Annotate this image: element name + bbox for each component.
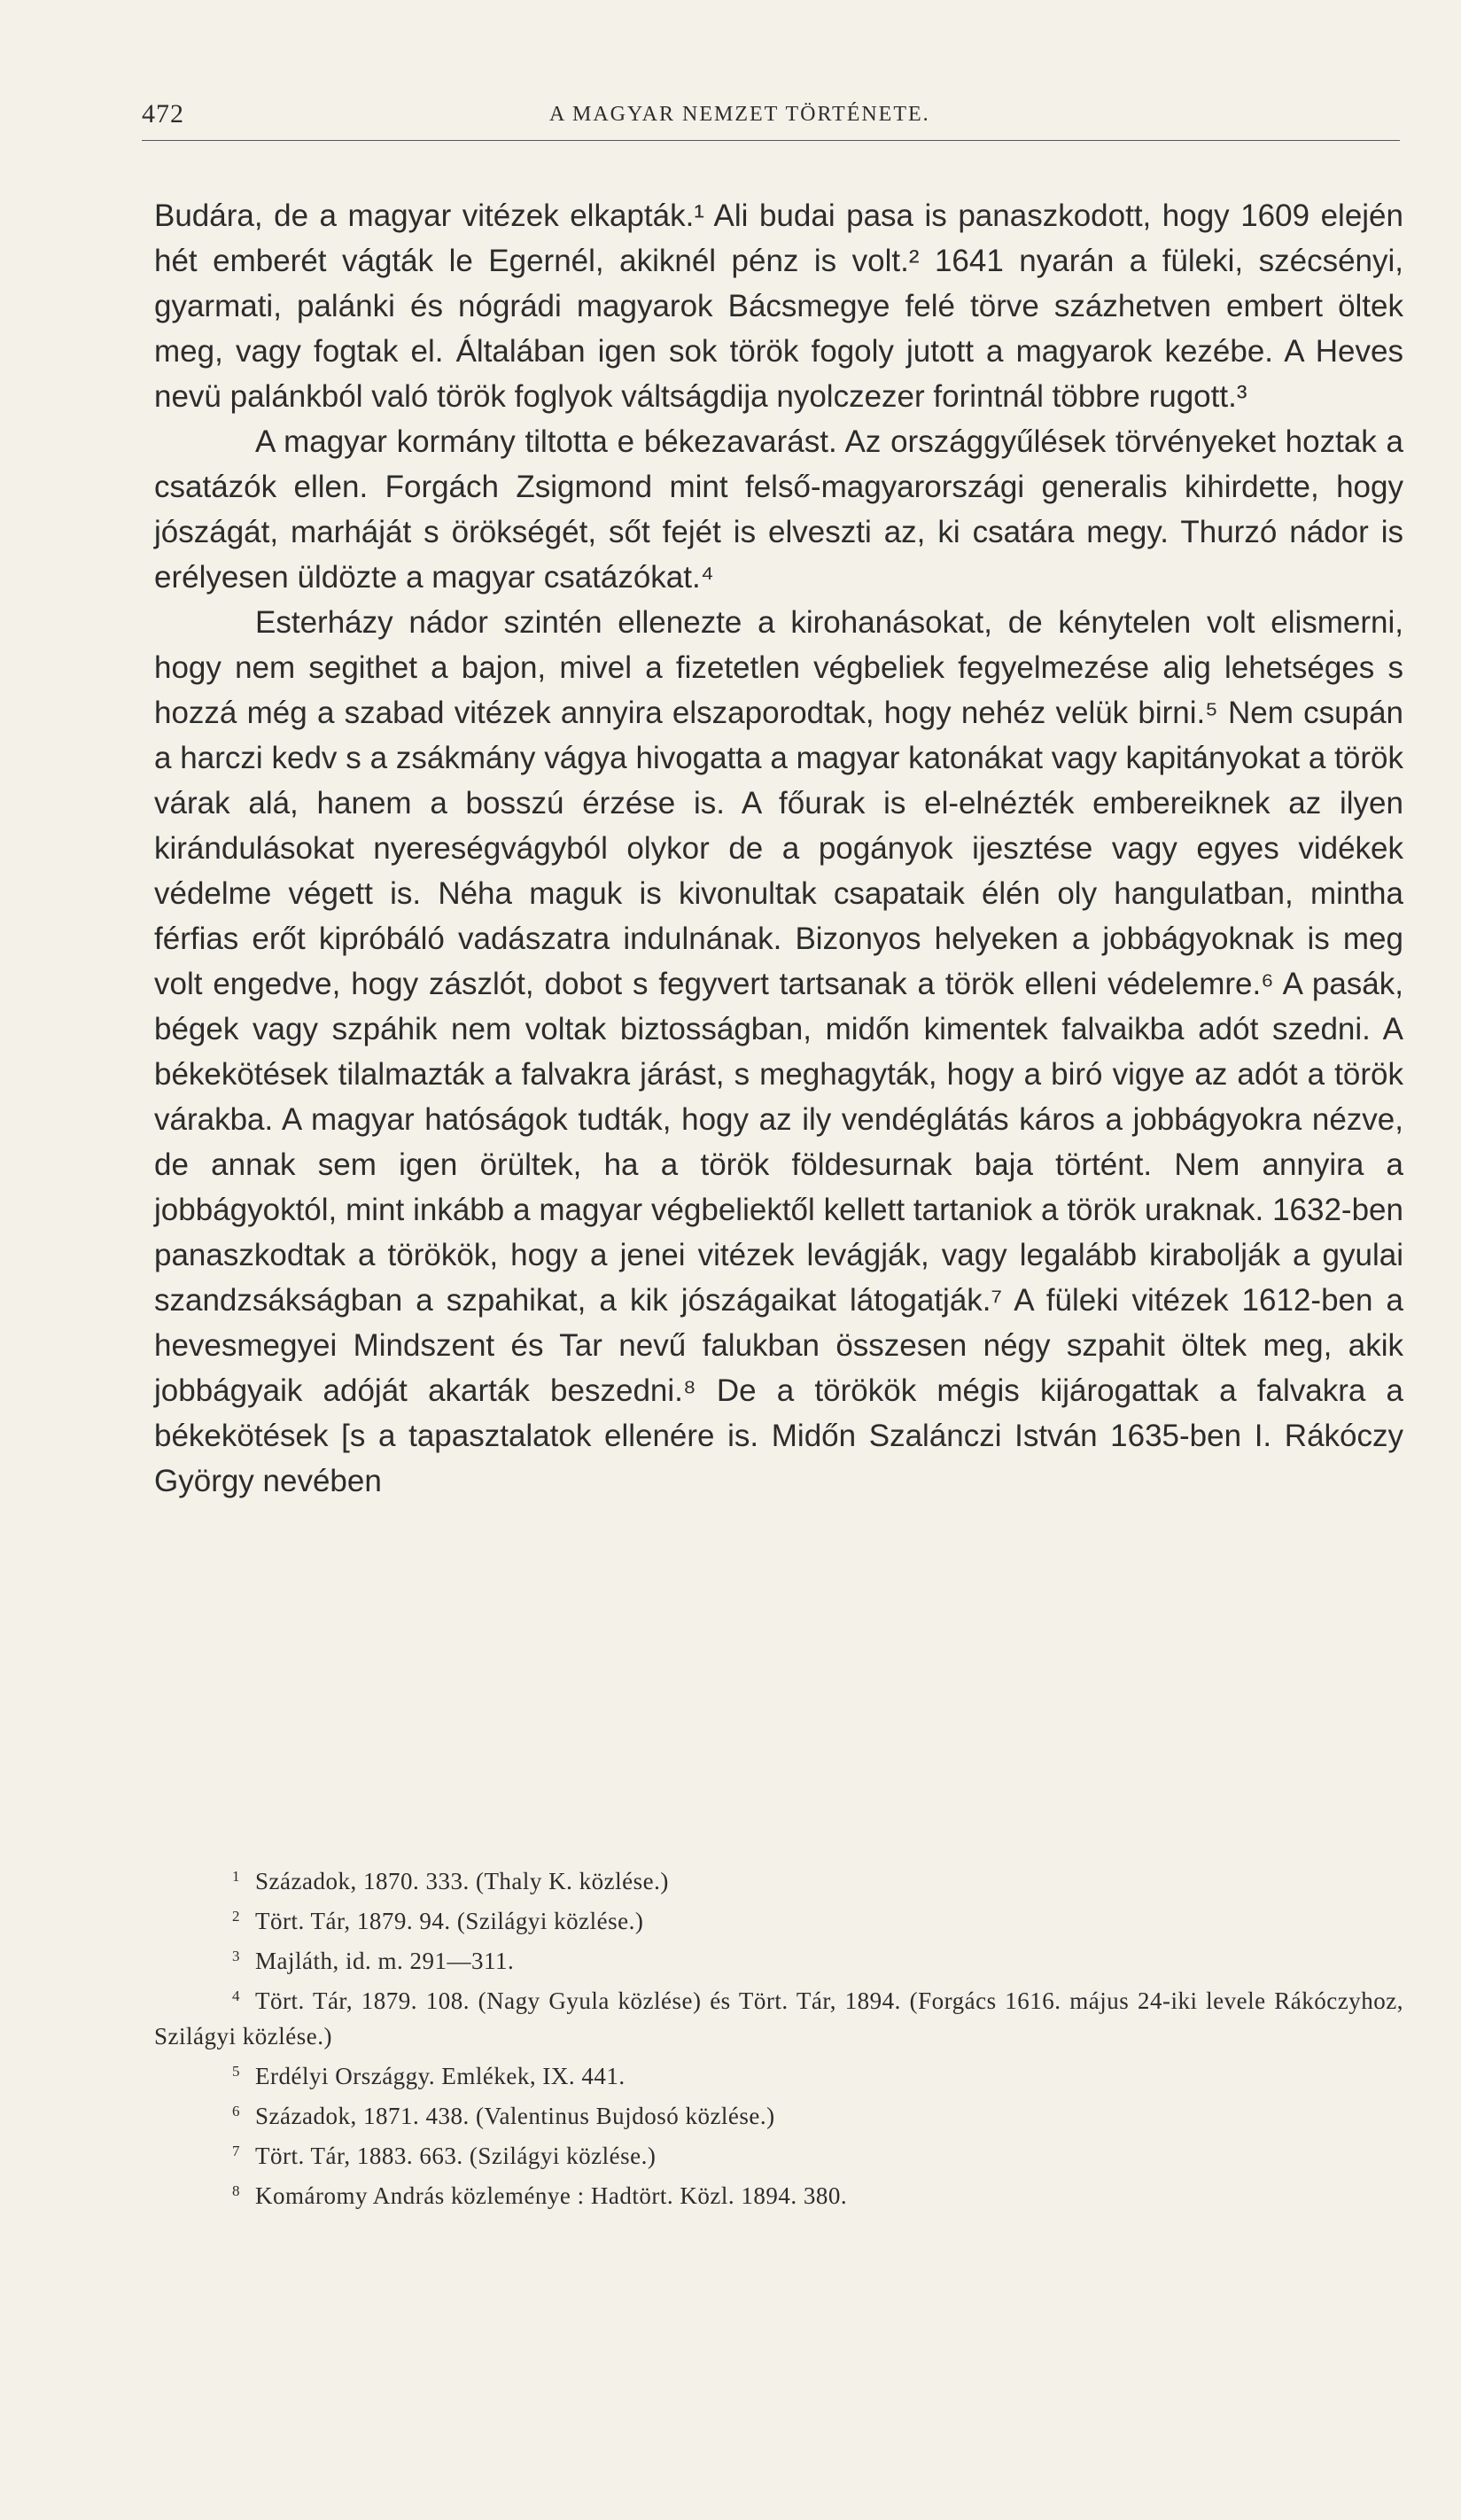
paragraph: Budára, de a magyar vitézek elkapták.¹ Ali budai pasa is panaszkodott, hogy 1609 elején hét emberét vágták le Egernél, akiknél pénz is volt.² 1641 nyarán a füleki, szécsényi, gyarmati, palánki és nógrádi magyarok Bácsmegye felé törve százhetven embert öltek meg, vagy fogtak el. Általában igen sok török fogoly jutott a magyarok kezébe. A Heves nevü palánkból való török foglyok váltságdija nyolczezer forintnál többre rugott.³ xyxy=(154,198,1403,414)
footnote-mark: 4 xyxy=(232,1987,240,2004)
footnote-text: Tört. Tár, 1879. 108. (Nagy Gyula közlése) és Tört. Tár, 1894. (Forgács 1616. május 24-iki levele Rákóczyhoz, Szilágyi közlése.) xyxy=(154,1987,1403,2049)
footnotes xyxy=(154,1859,1403,2213)
footnote xyxy=(154,2094,1403,2134)
footnote-mark: 8 xyxy=(232,2182,240,2199)
main-text xyxy=(154,193,1403,1504)
footnote-text: Komáromy András közleménye : Hadtört. Közl. 1894. 380. xyxy=(255,2182,848,2209)
footnote-mark: 2 xyxy=(232,1908,240,1925)
footnote-text: Századok, 1871. 438. (Valentinus Bujdosó közlése.) xyxy=(255,2103,775,2129)
footnote-mark: 7 xyxy=(232,2143,240,2159)
footnote-text: Tört. Tár, 1879. 94. (Szilágyi közlése.) xyxy=(255,1908,644,1934)
footnote-text: Századok, 1870. 333. (Thaly K. közlése.) xyxy=(255,1868,669,1894)
footnote xyxy=(154,1899,1403,1939)
footnote xyxy=(154,1859,1403,1899)
footnote-text: Erdélyi Országgy. Emlékek, IX. 441. xyxy=(255,2063,626,2089)
footnote-mark: 3 xyxy=(232,1948,240,1964)
footnote-mark: 1 xyxy=(232,1868,240,1885)
page-header xyxy=(142,99,1400,141)
footnote xyxy=(154,1979,1403,2054)
paragraph: Esterházy nádor szintén ellenezte a kirohanásokat, de kénytelen volt elismerni, hogy nem segithet a bajon, mivel a fizetetlen végbeliek fegyelmezése alig lehetséges s hozzá még a szabad vitézek annyira elszaporodtak, hogy nehéz velük birni.⁵ Nem csupán a harczi kedv s a zsákmány vágya hivogatta a magyar katonákat vagy kapitányokat a török várak alá, hanem a bosszú érzése is. A főurak is el-elnézték embereiknek az ilyen kirándulásokat nyereségvágyból olykor de a pogányok ijesztése vagy egyes vidékek védelme végett is. Néha maguk is kivonultak csapataik élén oly hangulatban, mintha férfias erőt kipróbáló vadászatra indulnának. Bizonyos helyeken a jobbágyoknak is meg volt engedve, hogy zászlót, dobot s fegyvert tartsanak a török elleni védelemre.⁶ A pasák, bégek vagy szpáhik nem voltak biztosságban, midőn kimentek falvaikba adót szedni. A békekötések tilalmazták a falvakra járást, s meghagyták, hogy a biró vigye az adót a török várakba. A magyar hatóságok tudták, hogy az ily vendéglátás káros a jobbágyokra nézve, de annak sem igen örültek, ha a török földesurnak baja történt. Nem annyira a jobbágyoktól, mint inkább a magyar végbeliektől kellett tartaniok a török uraknak. 1632-ben panaszkodtak a törökök, hogy a jenei vitézek levágják, vagy legalább kirabolják a gyulai szandzsákságban a szpahikat, a kik jószágaikat látogatják.⁷ A füleki vitézek 1612-ben a hevesmegyei Mindszent és Tar nevű falukban összesen négy szpahit öltek meg, akik jobbágyaik adóját akarták beszedni.⁸ De a törökök mégis kijárogattak a falvakra a békekötések [s a tapasztalatok ellenére is. Midőn Szalánczi István 1635-ben I. Rákóczy György nevében xyxy=(154,605,1403,1498)
footnote xyxy=(154,2174,1403,2213)
footnote-text: Majláth, id. m. 291—311. xyxy=(255,1948,515,1974)
running-title: A MAGYAR NEMZET TÖRTÉNETE. xyxy=(549,103,930,126)
footnote xyxy=(154,2054,1403,2094)
paragraph: A magyar kormány tiltotta e békezavarást. Az országgyűlések törvényeket hoztak a csatázók ellen. Forgách Zsigmond mint felső-magyarországi generalis kihirdette, hogy jószágát, marháját s örökségét, sőt fejét is elveszti az, ki csatára megy. Thurzó nádor is erélyesen üldözte a magyar csatázókat.⁴ xyxy=(154,424,1403,595)
footnote xyxy=(154,2134,1403,2174)
footnote-mark: 6 xyxy=(232,2103,240,2119)
page-number: 472 xyxy=(142,99,184,128)
footnote-text: Tört. Tár, 1883. 663. (Szilágyi közlése.) xyxy=(255,2143,657,2169)
footnote xyxy=(154,1939,1403,1979)
footnote-mark: 5 xyxy=(232,2063,240,2080)
